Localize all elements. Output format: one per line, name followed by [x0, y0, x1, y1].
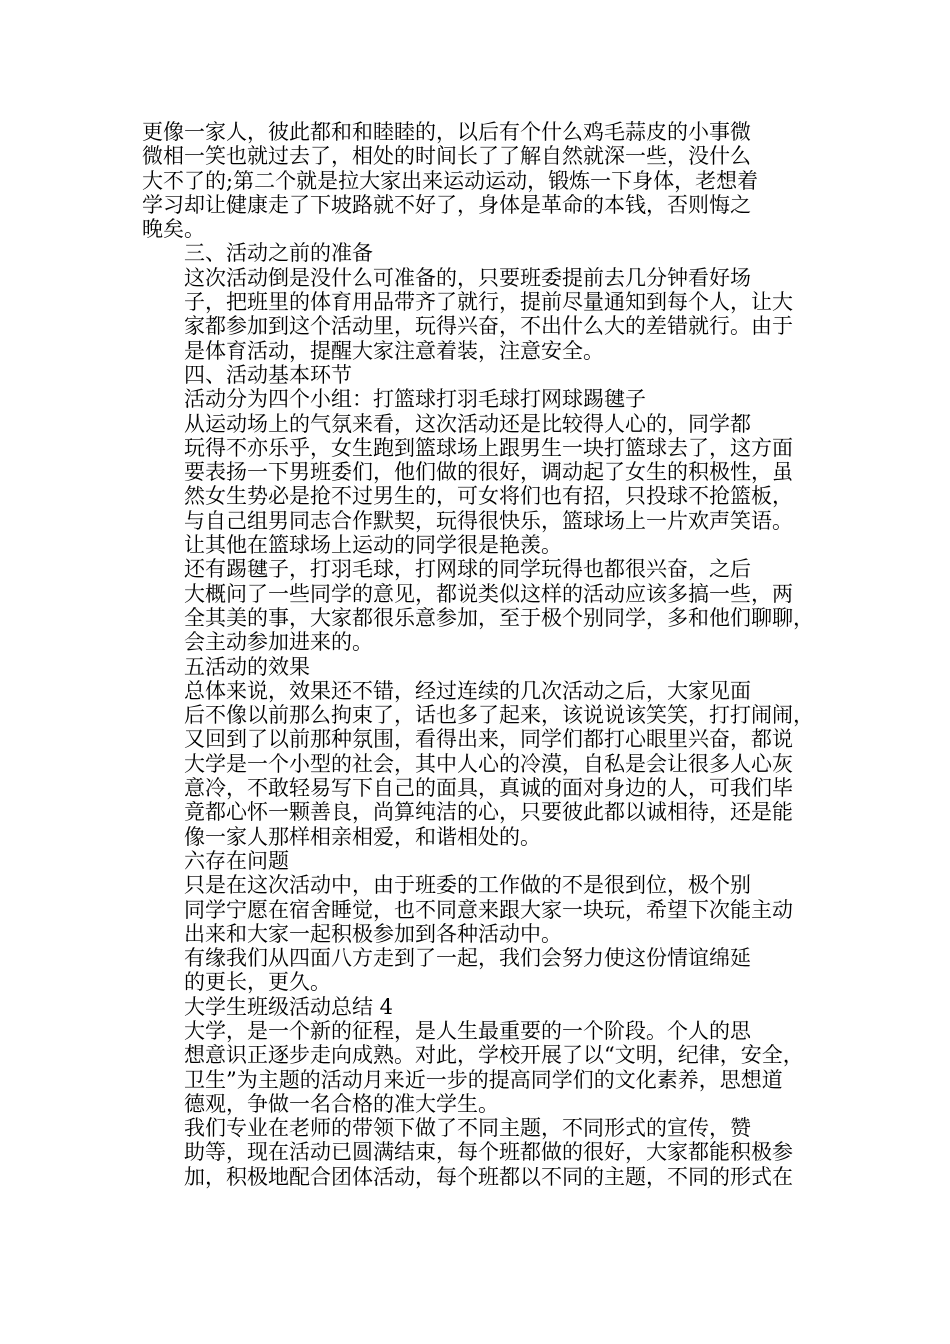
heading-text: 六存在问题 — [184, 848, 289, 873]
paragraph-preparation — [142, 266, 812, 363]
text-line: 大不了的;第二个就是拉大家出来运动运动，锻炼一下身体，老想着 — [142, 168, 759, 193]
heading-text: 四、活动基本环节 — [184, 362, 352, 387]
section-heading-effects — [142, 655, 812, 679]
heading-text: 三、活动之前的准备 — [184, 241, 373, 266]
text-line: 意冷，不敢轻易写下自己的面具，真诚的面对身边的人，可我们毕 — [184, 776, 793, 801]
text-line: 有缘我们从四面八方走到了一起，我们会努力使这份情谊绵延 — [184, 946, 751, 971]
text-line: 德观，争做一名合格的准大学生。 — [184, 1091, 499, 1116]
text-line: 卫生”为主题的活动月来近一步的提高同学们的文化素养，思想道 — [184, 1067, 783, 1092]
section-title-summary-4 — [142, 995, 812, 1019]
text-line: 会主动参加进来的。 — [184, 630, 373, 655]
text-line: 家都参加到这个活动里，玩得兴奋，不出什么大的差错就行。由于 — [184, 314, 793, 339]
paragraph-closing — [142, 946, 812, 995]
text-line: 的更长，更久。 — [184, 970, 331, 995]
section-heading-preparation — [142, 241, 812, 265]
heading-text: 五活动的效果 — [184, 654, 310, 679]
paragraph-problems — [142, 873, 812, 946]
paragraph-groups — [142, 387, 812, 411]
document-page — [142, 120, 812, 1189]
text-line: 像一家人那样相亲相爱，和谐相处的。 — [184, 824, 541, 849]
text-line: 学习却让健康走了下坡路就不好了，身体是革命的本钱，否则悔之 — [142, 192, 751, 217]
text-line: 又回到了以前那种氛围，看得出来，同学们都打心眼里兴奋，都说 — [184, 727, 793, 752]
text-line: 全其美的事，大家都很乐意参加，至于极个别同学，多和他们聊聊， — [184, 605, 814, 630]
text-line: 我们专业在老师的带领下做了不同主题，不同形式的宣传，赞 — [184, 1116, 751, 1141]
section-heading-activities — [142, 363, 812, 387]
text-line: 大学是一个小型的社会，其中人心的冷漠，自私是会让很多人心灰 — [184, 751, 793, 776]
paragraph-university — [142, 1019, 812, 1116]
text-line: 大学，是一个新的征程，是人生最重要的一个阶段。个人的思 — [184, 1018, 751, 1043]
text-line: 大概问了一些同学的意见，都说类似这样的活动应该多搞一些，两 — [184, 581, 793, 606]
text-line: 同学宁愿在宿舍睡觉，也不同意来跟大家一块玩，希望下次能主动 — [184, 897, 793, 922]
text-line: 子，把班里的体育用品带齐了就行，提前尽量通知到每个人，让大 — [184, 290, 793, 315]
text-line: 加，积极地配合团体活动，每个班都以不同的主题，不同的形式在 — [184, 1164, 793, 1189]
text-line: 晚矣。 — [142, 217, 205, 242]
text-line: 出来和大家一起积极参加到各种活动中。 — [184, 921, 562, 946]
paragraph-other-sports — [142, 557, 812, 654]
paragraph-effects — [142, 679, 812, 849]
text-line: 与自己组男同志合作默契，玩得很快乐，篮球场上一片欢声笑语。 — [184, 508, 793, 533]
section-heading-problems — [142, 849, 812, 873]
text-line: 玩得不亦乐乎，女生跑到篮球场上跟男生一块打篮球去了，这方面 — [184, 435, 793, 460]
text-line: 活动分为四个小组：打篮球打羽毛球打网球踢毽子 — [184, 387, 646, 412]
text-line: 这次活动倒是没什么可准备的，只要班委提前去几分钟看好场 — [184, 265, 751, 290]
text-line: 只是在这次活动中，由于班委的工作做的不是很到位，极个别 — [184, 873, 751, 898]
text-line: 让其他在篮球场上运动的同学很是艳羡。 — [184, 533, 562, 558]
text-line: 助等，现在活动已圆满结束，每个班都做的很好，大家都能积极参 — [184, 1140, 793, 1165]
text-line: 竟都心怀一颗善良，尚算纯洁的心，只要彼此都以诚相待，还是能 — [184, 800, 793, 825]
text-line: 是体育活动，提醒大家注意着装，注意安全。 — [184, 338, 604, 363]
text-line: 微相一笑也就过去了，相处的时间长了了解自然就深一些，没什么 — [142, 144, 751, 169]
heading-text: 大学生班级活动总结 4 — [184, 994, 394, 1019]
paragraph-major — [142, 1116, 812, 1189]
text-line: 然女生势必是抢不过男生的，可女将们也有招，只投球不抢篮板， — [184, 484, 793, 509]
paragraph-basketball — [142, 412, 812, 558]
text-line: 还有踢毽子，打羽毛球，打网球的同学玩得也都很兴奋，之后 — [184, 557, 751, 582]
text-line: 总体来说，效果还不错，经过连续的几次活动之后，大家见面 — [184, 678, 751, 703]
text-line: 要表扬一下男班委们，他们做的很好，调动起了女生的积极性，虽 — [184, 460, 793, 485]
text-line: 后不像以前那么拘束了，话也多了起来，该说说该笑笑，打打闹闹， — [184, 703, 814, 728]
text-line: 更像一家人，彼此都和和睦睦的，以后有个什么鸡毛蒜皮的小事微 — [142, 120, 751, 144]
text-line: 从运动场上的气氛来看，这次活动还是比较得人心的，同学都 — [184, 411, 751, 436]
text-line: 想意识正逐步走向成熟。对此，学校开展了以“文明，纪律，安全， — [184, 1043, 804, 1068]
paragraph-family-feeling — [142, 120, 812, 241]
